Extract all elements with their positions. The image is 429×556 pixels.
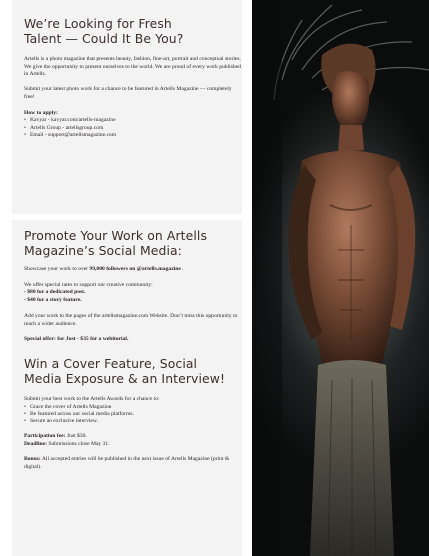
apply-item-email[interactable]: • Email - support@artellsmagazine.com <box>24 132 242 139</box>
model-photo-illustration <box>252 0 429 556</box>
rates-intro: We offer special rates to support our creative community: <box>24 281 153 288</box>
magazine-intro: Artells is a photo magazine that presents beauty, fashion, fine-art, portrait and conceptual stories. We give the opportunity to present ourselves to the world. We are proud of every work published in Artells. <box>24 56 241 78</box>
apply-item-artells-group[interactable]: • Artells Group - artellsgroup.com <box>24 125 242 132</box>
bonus-text: Bonus: All accepted entries will be published in the next issue of Artells Magazine (print & digital). <box>24 456 230 470</box>
fresh-talent-heading-line2: Talent — Could It Be You? <box>24 31 184 46</box>
website-text: Add your work to the pages of the artellsmagazine.com Website. Don’t miss this opportunity to reach a wider audience. <box>24 312 238 327</box>
fresh-talent-card <box>12 0 242 214</box>
model-photo <box>252 0 429 556</box>
award-benefit-interview: • Secure an exclusive interview. <box>24 418 242 425</box>
award-benefits-list <box>24 404 242 426</box>
fresh-talent-heading <box>24 16 242 46</box>
how-to-apply-label: How to apply: <box>24 109 58 116</box>
special-offer: Special offer: for Just - $35 for a webitorial. <box>24 336 129 343</box>
apply-list <box>24 117 242 139</box>
submit-invitation: Submit your latest photo work for a chance to be featured in Artells Magazine — completely free! <box>24 86 232 100</box>
award-benefit-social: • Be featured across our social media platforms. <box>24 411 242 418</box>
promotion-and-awards-card <box>12 220 242 556</box>
awards-heading-line2: Media Exposure & an Interview! <box>24 370 226 386</box>
award-benefit-cover: • Grace the cover of Artells Magazine. <box>24 404 242 411</box>
apply-item-kavyar[interactable]: • Kavyar - kavyar.com/artells-magazine <box>24 117 242 124</box>
deadline: Deadline: Submissions close May 31. <box>24 440 110 447</box>
rate-dedicated-post: - $80 for a dedicated post. <box>24 289 86 296</box>
awards-heading <box>24 356 242 386</box>
fresh-talent-heading-line1: We’re Looking for Fresh <box>24 16 172 31</box>
promote-heading-line2: Magazine’s Social Media: <box>24 243 182 258</box>
followers-count: 99,000 followers on @artells.magazine <box>89 266 181 272</box>
awards-heading-line1: Win a Cover Feature, Social <box>24 355 198 371</box>
promote-heading <box>24 228 242 258</box>
promote-heading-line1: Promote Your Work on Artells <box>24 228 207 243</box>
showcase-text: Showcase your work to over 99,000 followers on @artells.magazine . <box>24 266 184 272</box>
participation-fee: Participation fee: Just $30. <box>24 432 87 439</box>
awards-intro: Submit your best work to the Artells Awards for a chance to: <box>24 395 160 402</box>
rate-story-feature: - $40 for a story feature. <box>24 297 82 304</box>
